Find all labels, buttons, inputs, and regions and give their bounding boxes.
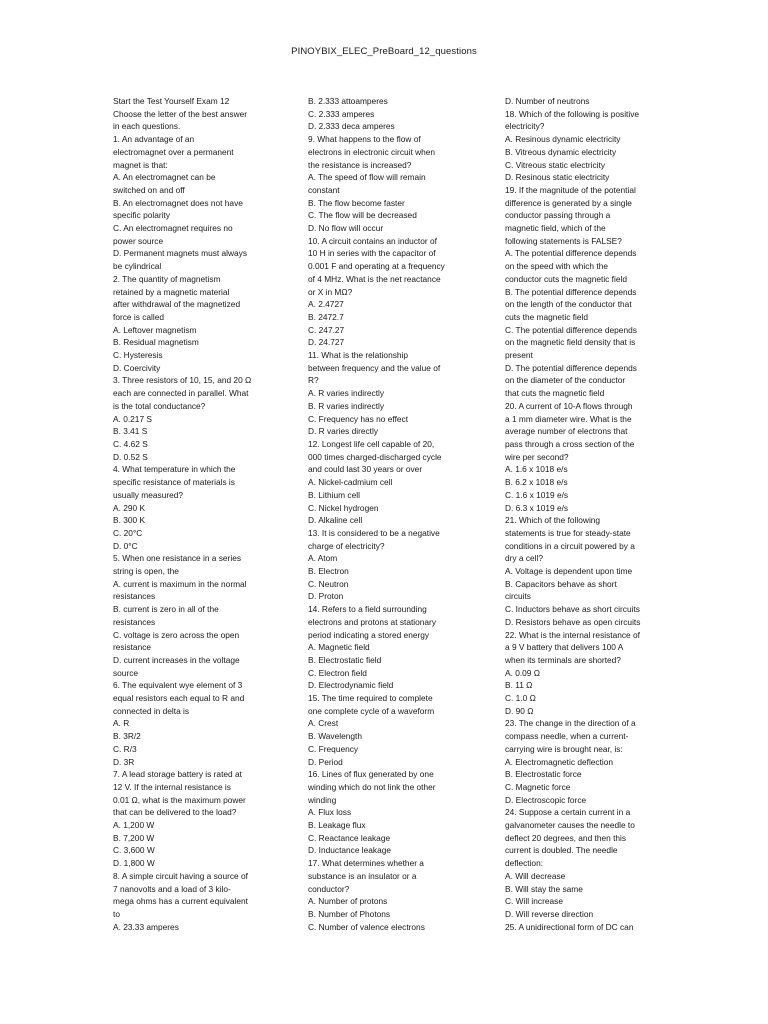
text-line: A. 2.4727 <box>308 299 344 310</box>
text-line: C. Number of valence electrons <box>308 921 425 932</box>
text-line: a 9 V battery that delivers 100 A <box>505 642 624 653</box>
text-line: B. Wavelength <box>308 731 362 742</box>
text-line: usually measured? <box>113 489 184 500</box>
text-line: C. 247.27 <box>308 324 345 335</box>
text-line: 10 H in series with the capacitor of <box>308 248 436 259</box>
text-line: electromagnet over a permanent <box>113 146 234 157</box>
text-line: in each questions. <box>113 121 181 132</box>
text-column-left <box>113 95 291 933</box>
text-line: D. Will reverse direction <box>505 909 594 919</box>
text-line: galvanometer causes the needle to <box>505 820 635 831</box>
text-line: mega ohms has a current equivalent <box>113 896 248 907</box>
text-line: B. Vitreous dynamic electricity <box>505 146 617 157</box>
text-line: winding <box>308 794 337 805</box>
text-line: A. Leftover magnetism <box>113 324 197 335</box>
text-line: C. Vitreous static electricity <box>505 159 606 170</box>
text-line: 5. When one resistance in a series <box>113 553 242 564</box>
text-line: resistances <box>113 616 156 627</box>
text-line: A. R <box>113 718 130 729</box>
text-line: string is open, the <box>113 566 179 577</box>
text-line: B. Electrostatic field <box>308 654 382 665</box>
text-line: 3. Three resistors of 10, 15, and 20 Ω <box>113 375 252 386</box>
text-line: B. Leakage flux <box>308 820 366 831</box>
text-line: cuts the magnetic field <box>505 311 589 322</box>
text-line: C. 2.333 amperes <box>308 108 375 119</box>
text-line: be cylindrical <box>113 261 162 272</box>
text-line: C. 3,600 W <box>113 845 155 856</box>
text-line: A. 23.33 amperes <box>113 921 179 932</box>
text-line: conductor? <box>308 883 350 894</box>
text-line: Start the Test Yourself Exam 12 <box>113 96 230 106</box>
text-line: retained by a magnetic material <box>113 286 230 297</box>
text-line: that cuts the magnetic field <box>505 388 605 399</box>
text-line: wire per second? <box>505 451 569 462</box>
text-line: that can be delivered to the load? <box>113 807 237 818</box>
text-line: to <box>113 909 120 919</box>
text-line: C. Hysteresis <box>113 350 163 361</box>
text-line: 4. What temperature in which the <box>113 464 236 475</box>
text-line: 15. The time required to complete <box>308 693 433 704</box>
text-line: 22. What is the internal resistance of <box>505 629 640 640</box>
text-line: a 1 mm diameter wire. What is the <box>505 413 632 424</box>
text-line: source <box>113 667 139 678</box>
text-line: magnetic field, which of the <box>505 223 606 234</box>
text-line: D. Electrodynamic field <box>308 680 394 691</box>
text-line: connected in delta is <box>113 705 190 716</box>
text-line: 18. Which of the following is positive <box>505 108 640 119</box>
text-line: C. Neutron <box>308 578 349 589</box>
text-line: following statements is FALSE? <box>505 235 622 246</box>
text-line: the resistance is increased? <box>308 159 412 170</box>
text-line: A. 290 K <box>113 502 146 513</box>
text-line: B. 2.333 attoamperes <box>308 96 388 106</box>
text-line: 13. It is considered to be a negative <box>308 527 440 538</box>
text-line: current is doubled. The needle <box>505 845 618 856</box>
text-line: C. Nickel hydrogen <box>308 502 379 513</box>
text-line: C. Reactance leakage <box>308 832 391 843</box>
text-line: carrying wire is brought near, is: <box>505 743 623 754</box>
text-line: equal resistors each equal to R and <box>113 693 245 704</box>
text-line: B. The potential difference depends <box>505 286 637 297</box>
text-line: A. Crest <box>308 718 339 729</box>
text-line: A. Atom <box>308 553 338 564</box>
text-line: difference is generated by a single <box>505 197 632 208</box>
text-line: electrons and protons at stationary <box>308 616 437 627</box>
text-line: constant <box>308 184 340 195</box>
text-line: R? <box>308 375 319 386</box>
text-line: D. Permanent magnets must always <box>113 248 248 259</box>
text-line: 20. A current of 10-A flows through <box>505 400 633 411</box>
text-line: C. R/3 <box>113 743 137 754</box>
text-line: charge of electricity? <box>308 540 385 551</box>
text-line: B. 6.2 x 1018 e/s <box>505 477 568 488</box>
text-line: C. Inductors behave as short circuits <box>505 604 640 615</box>
text-line: is the total conductance? <box>113 400 206 411</box>
text-line: C. 1.6 x 1019 e/s <box>505 489 569 500</box>
text-line: A. Magnetic field <box>308 642 370 653</box>
text-line: C. Magnetic force <box>505 781 571 792</box>
text-line: A. R varies indirectly <box>308 388 385 399</box>
text-line: of 4 MHz. What is the net reactance <box>308 273 441 284</box>
text-line: B. current is zero in all of the <box>113 604 219 615</box>
text-line: D. Number of neutrons <box>505 96 590 106</box>
text-line: electrons in electronic circuit when <box>308 146 436 157</box>
text-line: C. The potential difference depends <box>505 324 637 335</box>
text-line: winding which do not link the other <box>308 781 436 792</box>
text-line: dry a cell? <box>505 553 544 564</box>
text-column-right <box>505 95 683 933</box>
text-line: after withdrawal of the magnetized <box>113 299 241 310</box>
text-line: 7 nanovolts and a load of 3 kilo- <box>113 883 231 894</box>
text-line: conditions in a circuit powered by a <box>505 540 635 551</box>
text-line: B. Electrostatic force <box>505 769 582 780</box>
text-line: B. Electron <box>308 566 349 577</box>
text-line: 1. An advantage of an <box>113 134 195 145</box>
text-line: D. 0°C <box>113 540 138 551</box>
text-line: D. Electroscopic force <box>505 794 587 805</box>
text-line: 16. Lines of flux generated by one <box>308 769 434 780</box>
text-line: A. The potential difference depends <box>505 248 637 259</box>
text-line: A. Nickel-cadmium cell <box>308 477 393 488</box>
text-line: A. 0.09 Ω <box>505 667 540 678</box>
text-line: D. 2.333 deca amperes <box>308 121 395 132</box>
text-line: average number of electrons that <box>505 426 628 437</box>
text-line: 0.001 F and operating at a frequency <box>308 261 445 272</box>
text-line: each are connected in parallel. What <box>113 388 249 399</box>
text-line: B. Capacitors behave as short <box>505 578 617 589</box>
text-line: or X in MΩ? <box>308 286 353 297</box>
text-line: A. current is maximum in the normal <box>113 578 247 589</box>
text-line: power source <box>113 235 164 246</box>
text-line: D. Coercivity <box>113 362 161 373</box>
text-column-middle <box>308 95 486 933</box>
text-line: A. Resinous dynamic electricity <box>505 134 621 145</box>
text-line: conductor passing through a <box>505 210 611 221</box>
text-line: B. 3.41 S <box>113 426 148 437</box>
text-line: B. 2472.7 <box>308 311 344 322</box>
text-line: C. An electromagnet requires no <box>113 223 233 234</box>
text-line: D. No flow will occur <box>308 223 384 234</box>
text-line: A. 1.6 x 1018 e/s <box>505 464 568 475</box>
text-line: 9. What happens to the flow of <box>308 134 421 145</box>
text-line: C. voltage is zero across the open <box>113 629 240 640</box>
text-line: on the magnetic field density that is <box>505 337 636 348</box>
text-line: A. Voltage is dependent upon time <box>505 566 633 577</box>
page-title: PINOYBIX_ELEC_PreBoard_12_questions <box>291 46 477 57</box>
text-line: A. Flux loss <box>308 807 352 818</box>
text-line: A. 1,200 W <box>113 820 155 831</box>
text-line: C. Electron field <box>308 667 367 678</box>
text-line: B. 7,200 W <box>113 832 155 843</box>
text-line: electricity? <box>505 121 545 132</box>
text-line: C. The flow will be decreased <box>308 210 417 221</box>
text-line: D. Resinous static electricity <box>505 172 610 183</box>
text-line: 6. The equivalent wye element of 3 <box>113 680 243 691</box>
text-line: deflection: <box>505 858 544 869</box>
text-line: Choose the letter of the best answer <box>113 108 248 119</box>
text-line: magnet is that: <box>113 159 168 170</box>
text-line: C. 20°C <box>113 527 143 538</box>
text-line: 14. Refers to a field surrounding <box>308 604 427 615</box>
text-line: circuits <box>505 591 531 602</box>
text-line: D. current increases in the voltage <box>113 654 240 665</box>
text-line: compass needle, when a current- <box>505 731 629 742</box>
text-line: D. 0.52 S <box>113 451 148 462</box>
text-line: D. Proton <box>308 591 344 602</box>
text-line: present <box>505 350 533 361</box>
text-line: 12 V. If the internal resistance is <box>113 781 231 792</box>
text-line: switched on and off <box>113 184 185 195</box>
text-line: D. R varies directly <box>308 426 379 437</box>
text-line: on the length of the conductor that <box>505 299 632 310</box>
text-line: C. Frequency <box>308 743 359 754</box>
text-line: period indicating a stored energy <box>308 629 430 640</box>
text-line: pass through a cross section of the <box>505 438 635 449</box>
text-line: C. 4.62 S <box>113 438 148 449</box>
text-line: conductor cuts the magnetic field <box>505 273 627 284</box>
text-line: C. 1.0 Ω <box>505 693 536 704</box>
text-line: B. An electromagnet does not have <box>113 197 243 208</box>
text-line: 11. What is the relationship <box>308 350 409 361</box>
text-line: A. An electromagnet can be <box>113 172 216 183</box>
text-line: 25. A unidirectional form of DC can <box>505 921 634 932</box>
text-line: 24. Suppose a certain current in a <box>505 807 631 818</box>
text-line: and could last 30 years or over <box>308 464 423 475</box>
text-line: B. Number of Photons <box>308 909 391 919</box>
text-line: substance is an insulator or a <box>308 870 417 881</box>
text-line: A. The speed of flow will remain <box>308 172 426 183</box>
text-line: D. 6.3 x 1019 e/s <box>505 502 569 513</box>
text-line: force is called <box>113 311 165 322</box>
text-line: 23. The change in the direction of a <box>505 718 636 729</box>
text-line: 21. Which of the following <box>505 515 601 526</box>
text-line: D. 3R <box>113 756 135 767</box>
text-line: D. Period <box>308 756 343 767</box>
text-line: B. Lithium cell <box>308 489 360 500</box>
text-line: one complete cycle of a waveform <box>308 705 435 716</box>
text-line: 17. What determines whether a <box>308 858 424 869</box>
text-line: deflect 20 degrees, and then this <box>505 832 627 843</box>
text-line: between frequency and the value of <box>308 362 441 373</box>
text-line: resistance <box>113 642 152 653</box>
text-line: on the diameter of the conductor <box>505 375 626 386</box>
text-line: B. Residual magnetism <box>113 337 199 348</box>
text-line: A. Will decrease <box>505 870 566 881</box>
text-line: 2. The quantity of magnetism <box>113 273 221 284</box>
text-line: 12. Longest life cell capable of 20, <box>308 438 435 449</box>
text-line: D. Resistors behave as open circuits <box>505 616 641 627</box>
text-line: D. The potential difference depends <box>505 362 637 373</box>
text-line: specific resistance of materials is <box>113 477 235 488</box>
text-line: specific polarity <box>113 210 171 221</box>
text-line: statements is true for steady-state <box>505 527 631 538</box>
text-line: 000 times charged-discharged cycle <box>308 451 442 462</box>
text-line: D. Inductance leakage <box>308 845 392 856</box>
text-line: D. Alkaline cell <box>308 515 363 526</box>
text-line: B. 11 Ω <box>505 680 533 691</box>
text-line: A. Electromagnetic deflection <box>505 756 614 767</box>
text-line: on the speed with which the <box>505 261 608 272</box>
text-line: 10. A circuit contains an inductor of <box>308 235 437 246</box>
text-line: A. 0.217 S <box>113 413 152 424</box>
text-line: D. 24.727 <box>308 337 345 348</box>
text-line: B. 3R/2 <box>113 731 141 742</box>
text-line: B. The flow become faster <box>308 197 405 208</box>
text-line: A. Number of protons <box>308 896 388 907</box>
text-line: 19. If the magnitude of the potential <box>505 184 636 195</box>
text-line: B. R varies indirectly <box>308 400 385 411</box>
text-line: D. 1,800 W <box>113 858 155 869</box>
text-line: resistances <box>113 591 156 602</box>
text-line: D. 90 Ω <box>505 705 534 716</box>
text-line: 0.01 Ω, what is the maximum power <box>113 794 246 805</box>
text-line: when its terminals are shorted? <box>505 654 621 665</box>
text-line: B. 300 K <box>113 515 146 526</box>
text-line: B. Will stay the same <box>505 883 583 894</box>
text-line: 7. A lead storage battery is rated at <box>113 769 242 780</box>
text-line: C. Will increase <box>505 896 563 907</box>
text-line: C. Frequency has no effect <box>308 413 409 424</box>
text-line: 8. A simple circuit having a source of <box>113 870 248 881</box>
